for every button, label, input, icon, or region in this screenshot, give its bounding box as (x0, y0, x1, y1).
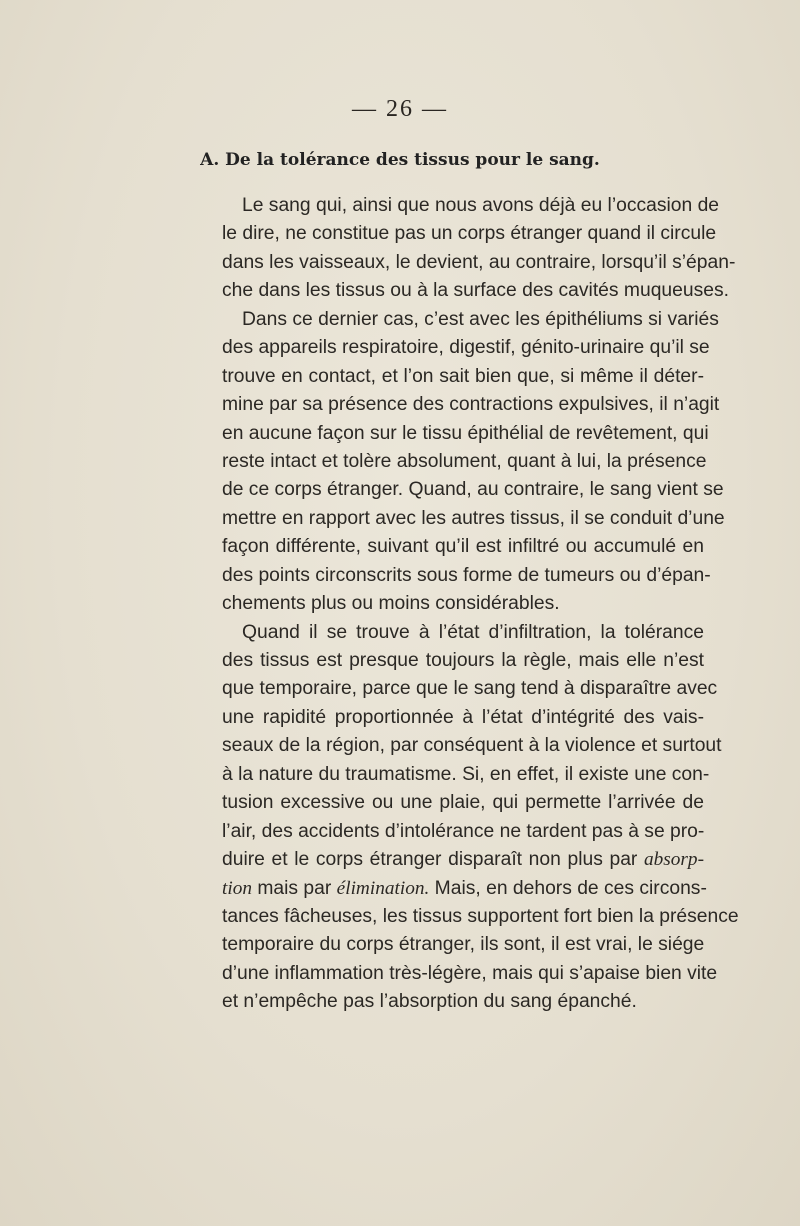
text-line (222, 647, 704, 675)
section-heading: A. De la tolérance des tissus pour le sang. (200, 150, 600, 170)
page-number: — 26 — (352, 96, 448, 122)
line-text: dans les vaisseaux, le devient, au contraire, lorsqu’il s’épan- (222, 251, 736, 273)
text-line (222, 448, 707, 476)
line-text: trouve en contact, et l’on sait bien que, si même il déter- (222, 365, 704, 387)
text-line (222, 476, 724, 504)
text-line (222, 590, 704, 618)
text-line (222, 761, 710, 789)
text-line (222, 931, 704, 959)
text-line (222, 846, 704, 874)
text-line (222, 875, 707, 903)
text-line (222, 391, 720, 419)
line-text: des points circonscrits sous forme de tumeurs ou d’épan- (222, 564, 711, 586)
text-line (222, 306, 719, 334)
text-line (222, 334, 710, 362)
text-line (222, 818, 704, 846)
text-line (222, 249, 736, 277)
line-text: temporaire du corps étranger, ils sont, il est vrai, le siége (222, 934, 705, 956)
line-text: tances fâcheuses, les tissus supportent fort bien la présence (222, 905, 739, 927)
line-text: Quand il se trouve à l’état d’infiltration, la tolérance (242, 621, 704, 643)
text-line (222, 619, 704, 647)
line-text: des tissus est presque toujours la règle, mais elle n’est (222, 650, 704, 671)
line-text: en aucune façon sur le tissu épithélial de revêtement, qui (222, 422, 709, 444)
line-text: que temporaire, parce que le sang tend à disparaître avec (222, 678, 718, 700)
line-text: mine par sa présence des contractions expulsives, il n’agit (222, 394, 720, 416)
line-text: façon différente, suivant qu’il est infiltré ou accumulé en (222, 536, 704, 558)
italic-text: élimination. (336, 877, 430, 899)
text-line (222, 533, 704, 561)
line-text: duire et le corps étranger disparaît non plus par (222, 849, 638, 871)
text-line (222, 562, 711, 590)
text-line (222, 960, 718, 988)
line-text: reste intact et tolère absolument, quant à lui, la présence (222, 450, 707, 472)
line-text: seaux de la région, par conséquent à la violence et surtout (222, 735, 722, 757)
italic-text: absorp- (644, 849, 704, 871)
line-text: che dans les tissus ou à la surface des cavités muqueuses. (222, 280, 729, 302)
italic-text: tion (222, 877, 252, 899)
text-line (222, 789, 704, 817)
line-text: et n’empêche pas l’absorption du sang épanché. (222, 991, 637, 1013)
line-text: l’air, des accidents d’intolérance ne tardent pas à se pro- (222, 820, 705, 842)
line-text: d’une inflammation très-légère, mais qui s’apaise bien vite (222, 962, 718, 984)
line-text: Dans ce dernier cas, c’est avec les épithéliums si variés (242, 308, 719, 330)
line-text: mais par (257, 877, 332, 899)
text-line (222, 220, 717, 248)
line-text: Mais, en dehors de ces circons- (434, 877, 707, 899)
text-line (222, 675, 718, 703)
line-text: Le sang qui, ainsi que nous avons déjà eu l’occasion de (242, 195, 720, 216)
line-text: à la nature du traumatisme. Si, en effet, il existe une con- (222, 763, 710, 785)
text-line (222, 988, 704, 1016)
line-text: chements plus ou moins considérables. (222, 593, 560, 615)
line-text: le dire, ne constitue pas un corps étranger quand il circule (222, 223, 717, 245)
line-text: tusion excessive ou une plaie, qui permette l’arrivée de (222, 792, 704, 814)
text-line (222, 420, 709, 448)
line-text: des appareils respiratoire, digestif, génito-urinaire qu’il se (222, 337, 710, 359)
line-text: une rapidité proportionnée à l’état d’intégrité des vais- (222, 706, 704, 728)
line-text: de ce corps étranger. Quand, au contraire, le sang vient se (222, 479, 724, 501)
line-text: mettre en rapport avec les autres tissus, il se conduit d’une (222, 507, 725, 529)
text-line (222, 732, 722, 760)
text-line (222, 363, 704, 391)
text-line (222, 903, 739, 931)
text-line (222, 192, 720, 220)
text-line (222, 505, 725, 533)
text-line (222, 704, 704, 732)
text-line (222, 277, 729, 305)
body-text (222, 192, 739, 1017)
